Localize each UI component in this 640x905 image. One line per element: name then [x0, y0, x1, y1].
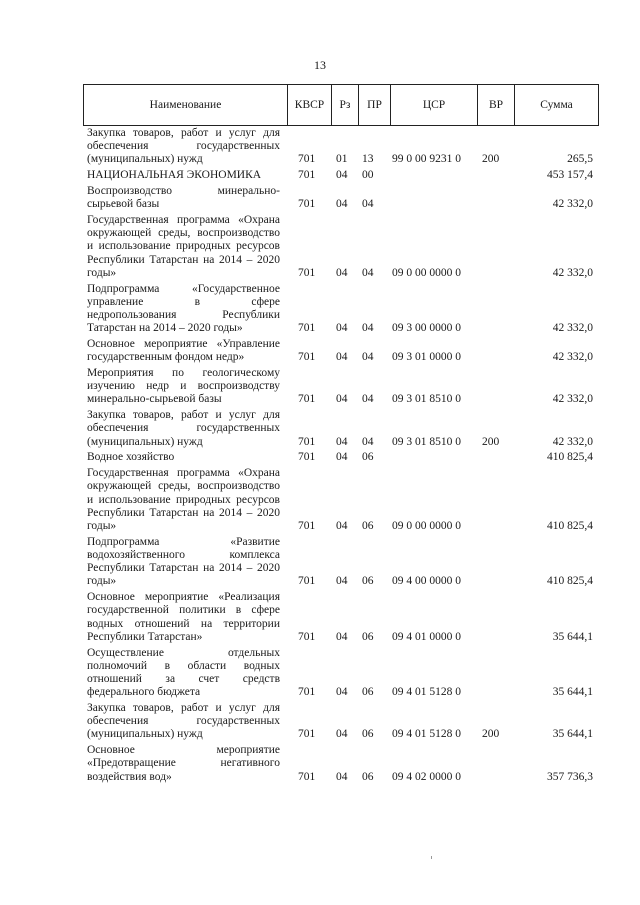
row-kvsr: 701	[298, 169, 316, 182]
row-name	[87, 702, 280, 742]
row-csr: 09 3 01 8510 0	[392, 435, 461, 448]
header-rz: Рз	[331, 85, 358, 125]
row-name-line: годы»	[87, 266, 117, 279]
row-name-line: Основное мероприятие	[87, 744, 280, 757]
row-name	[87, 536, 280, 589]
row-rz: 04	[336, 351, 348, 364]
row-name-line: Подпрограмма «Развитие	[87, 535, 280, 548]
row-vr: 200	[482, 153, 500, 166]
row-rz: 04	[336, 686, 348, 699]
row-sum: 265,5	[567, 153, 593, 166]
row-name-line: сырьевой базы	[87, 198, 160, 211]
row-sum: 35 644,1	[552, 630, 593, 643]
row-name-line: Закупка товаров, работ и услуг для	[87, 702, 280, 714]
row-name	[87, 744, 280, 784]
row-name-line: Татарстан на 2014 – 2020 годы»	[87, 322, 243, 335]
row-name-line: обеспечения государственных	[87, 422, 280, 435]
row-pr: 06	[362, 770, 374, 783]
row-name-line: недропользования Республики	[87, 308, 280, 321]
row-name	[87, 591, 280, 644]
row-name	[87, 214, 280, 280]
row-csr: 09 4 02 0000 0	[392, 770, 461, 783]
row-csr: 09 3 00 0000 0	[392, 322, 461, 335]
row-rz: 04	[336, 435, 348, 448]
row-sum: 453 157,4	[547, 169, 593, 182]
row-name-line: водохозяйственного комплекса	[87, 548, 280, 561]
row-name-line: Основное мероприятие «Управление	[87, 338, 280, 350]
row-rz: 04	[336, 322, 348, 335]
row-name-line: Воспроизводство минерально-	[87, 185, 280, 197]
row-name	[87, 409, 280, 449]
header-csr: ЦСР	[390, 85, 477, 125]
scan-mark	[431, 856, 432, 859]
page-number: 13	[314, 58, 326, 72]
row-name-line: Республики Татарстан на 2014 – 2020	[87, 562, 280, 575]
header-sum: Сумма	[514, 85, 598, 125]
row-csr: 09 4 01 5128 0	[392, 728, 461, 741]
row-sum: 410 825,4	[547, 575, 593, 588]
row-name-line: полномочий в области водных	[87, 659, 280, 672]
row-name-line: федерального бюджета	[87, 686, 201, 699]
header-kvsr: КВСР	[287, 85, 331, 125]
row-sum: 35 644,1	[552, 728, 593, 741]
row-name-line: обеспечения государственных	[87, 715, 280, 728]
row-kvsr: 701	[298, 770, 316, 783]
row-pr: 04	[362, 435, 374, 448]
row-sum: 42 332,0	[552, 322, 593, 335]
row-name-line: государственным фондом недр»	[87, 351, 245, 364]
row-kvsr: 701	[298, 519, 316, 532]
row-rz: 01	[336, 153, 348, 166]
row-sum: 42 332,0	[552, 351, 593, 364]
row-name-line: Мероприятия по геологическому	[87, 367, 280, 379]
row-kvsr: 701	[298, 630, 316, 643]
row-name-line: минерально-сырьевой базы	[87, 393, 222, 406]
row-kvsr: 701	[298, 686, 316, 699]
row-sum: 42 332,0	[552, 266, 593, 279]
row-rz: 04	[336, 728, 348, 741]
row-kvsr: 701	[298, 435, 316, 448]
row-kvsr: 701	[298, 351, 316, 364]
row-csr: 99 0 00 9231 0	[392, 153, 461, 166]
row-name	[87, 185, 280, 211]
row-name-line: (муниципальных) нужд	[87, 153, 203, 166]
row-pr: 04	[362, 198, 374, 211]
row-pr: 06	[362, 451, 374, 464]
header-vr: ВР	[477, 85, 514, 125]
row-rz: 04	[336, 575, 348, 588]
row-csr: 09 3 01 0000 0	[392, 351, 461, 364]
row-name-line: Государственная программа «Охрана	[87, 214, 280, 226]
row-sum: 42 332,0	[552, 393, 593, 406]
row-name-line: отношений за счет средств	[87, 672, 280, 685]
row-name-line: Водное хозяйство	[87, 451, 175, 464]
row-sum: 42 332,0	[552, 435, 593, 448]
row-rz: 04	[336, 451, 348, 464]
row-csr: 09 4 01 5128 0	[392, 686, 461, 699]
header-name: Наименование	[149, 99, 222, 111]
row-name	[87, 127, 280, 167]
row-rz: 04	[336, 519, 348, 532]
row-kvsr: 701	[298, 451, 316, 464]
row-name	[87, 647, 280, 700]
row-vr: 200	[482, 435, 500, 448]
row-name-line: и использование природных ресурсов	[87, 240, 280, 253]
row-name	[87, 451, 280, 464]
row-name-line: управление в сфере	[87, 295, 280, 308]
row-name-line: Основное мероприятие «Реализация	[87, 591, 280, 604]
row-name-line: Осуществление отдельных	[87, 646, 280, 659]
row-name	[87, 367, 280, 407]
row-pr: 06	[362, 575, 374, 588]
row-sum: 357 736,3	[547, 770, 593, 783]
row-name-line: Республики Татарстан»	[87, 630, 203, 643]
row-vr: 200	[482, 728, 500, 741]
row-sum: 410 825,4	[547, 519, 593, 532]
row-pr: 06	[362, 519, 374, 532]
table-header	[83, 84, 599, 126]
row-sum: 35 644,1	[552, 686, 593, 699]
row-pr: 04	[362, 351, 374, 364]
row-name-line: годы»	[87, 575, 117, 588]
row-name-line: Республики Татарстан на 2014 – 2020	[87, 253, 280, 266]
row-kvsr: 701	[298, 198, 316, 211]
row-rz: 04	[336, 630, 348, 643]
row-rz: 04	[336, 393, 348, 406]
row-pr: 06	[362, 686, 374, 699]
row-kvsr: 701	[298, 728, 316, 741]
row-pr: 04	[362, 393, 374, 406]
row-kvsr: 701	[298, 575, 316, 588]
row-pr: 13	[362, 153, 374, 166]
row-name	[87, 283, 280, 336]
row-rz: 04	[336, 770, 348, 783]
row-csr: 09 4 00 0000 0	[392, 575, 461, 588]
row-name	[87, 467, 280, 533]
row-rz: 04	[336, 266, 348, 279]
row-name-line: водных отношений на территории	[87, 617, 280, 630]
row-kvsr: 701	[298, 322, 316, 335]
row-name-line: Республики Татарстан на 2014 – 2020	[87, 506, 280, 519]
row-pr: 00	[362, 169, 374, 182]
row-name-line: годы»	[87, 519, 117, 532]
row-name-line: и использование природных ресурсов	[87, 493, 280, 506]
row-name-line: (муниципальных) нужд	[87, 435, 203, 448]
row-name-line: Подпрограмма «Государственное	[87, 282, 280, 295]
row-name-line: обеспечения государственных	[87, 140, 280, 153]
row-name	[87, 169, 280, 182]
row-name-line: Закупка товаров, работ и услуг для	[87, 409, 280, 422]
row-name-line: «Предотвращение негативного	[87, 757, 280, 770]
row-name	[87, 338, 280, 364]
row-name-line: окружающей среды, воспроизводство	[87, 480, 280, 493]
row-kvsr: 701	[298, 266, 316, 279]
row-pr: 04	[362, 322, 374, 335]
row-csr: 09 0 00 0000 0	[392, 266, 461, 279]
header-pr: ПР	[358, 85, 390, 125]
row-sum: 42 332,0	[552, 198, 593, 211]
row-name-line: НАЦИОНАЛЬНАЯ ЭКОНОМИКА	[87, 169, 262, 182]
row-pr: 04	[362, 266, 374, 279]
row-name-line: окружающей среды, воспроизводство	[87, 227, 280, 240]
row-name-line: (муниципальных) нужд	[87, 728, 203, 741]
row-kvsr: 701	[298, 393, 316, 406]
row-csr: 09 3 01 8510 0	[392, 393, 461, 406]
row-name-line: государственной политики в сфере	[87, 604, 280, 617]
row-csr: 09 4 01 0000 0	[392, 630, 461, 643]
row-rz: 04	[336, 169, 348, 182]
row-csr: 09 0 00 0000 0	[392, 519, 461, 532]
row-rz: 04	[336, 198, 348, 211]
row-name-line: изучению недр и воспроизводству	[87, 380, 280, 393]
row-pr: 06	[362, 728, 374, 741]
row-pr: 06	[362, 630, 374, 643]
row-kvsr: 701	[298, 153, 316, 166]
row-sum: 410 825,4	[547, 451, 593, 464]
row-name-line: Закупка товаров, работ и услуг для	[87, 127, 280, 139]
row-name-line: Государственная программа «Охрана	[87, 467, 280, 480]
row-name-line: воздействия вод»	[87, 770, 172, 783]
